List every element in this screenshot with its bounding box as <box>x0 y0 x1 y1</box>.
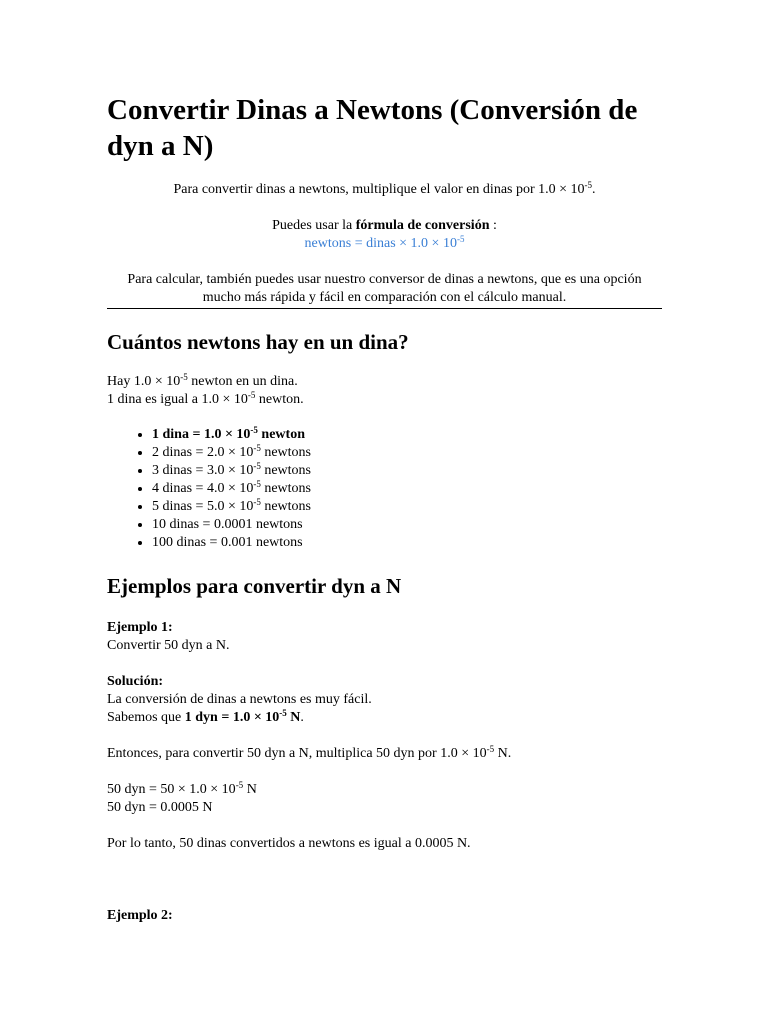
list-item <box>152 534 662 552</box>
document-page <box>107 92 662 925</box>
formula-expr-text: newtons = dinas × 1.0 × 10 <box>304 236 457 251</box>
example2-label: Ejemplo 2: <box>107 908 173 923</box>
intro-text: Para convertir dinas a newtons, multiplique el valor en dinas por 1.0 × 10 <box>173 182 585 197</box>
line1-a: Hay 1.0 × 10 <box>107 374 181 389</box>
formula-bold: fórmula de conversión <box>355 218 490 233</box>
list-item <box>152 444 662 462</box>
list-item-unit: newtons <box>260 481 312 496</box>
solution-line2 <box>107 709 662 727</box>
calc-line2: 50 dyn = 0.0005 N <box>107 800 213 815</box>
then-exponent: -5 <box>486 744 495 754</box>
list-item-exponent: -5 <box>250 425 258 435</box>
line2-exponent: -5 <box>247 390 256 400</box>
intro-exponent: -5 <box>584 180 593 190</box>
list-item-text: 10 dinas = 0.0001 newtons <box>152 517 303 532</box>
solution-line1: La conversión de dinas a newtons es muy fácil. <box>107 692 372 707</box>
list-item-exponent: -5 <box>253 497 261 507</box>
list-item-text: 3 dinas = 3.0 × 10 <box>152 463 254 478</box>
list-item <box>152 480 662 498</box>
formula-prefix: Puedes usar la <box>272 218 356 233</box>
formula-expression <box>107 235 662 253</box>
list-item-text: 100 dinas = 0.001 newtons <box>152 535 303 550</box>
calc-note: Para calcular, también puedes usar nuestro conversor de dinas a newtons, que es una opción mucho más rápida y fácil en comparación con el cálculo manual. <box>127 272 642 305</box>
conclusion: Por lo tanto, 50 dinas convertidos a newtons es igual a 0.0005 N. <box>107 836 471 851</box>
solution-line2-unit: N <box>286 710 301 725</box>
formula-suffix: : <box>489 218 497 233</box>
section1-line1 <box>107 373 662 391</box>
line1-b: newton en un dina. <box>187 374 298 389</box>
intro-end: . <box>592 182 596 197</box>
list-item <box>152 516 662 534</box>
list-item-exponent: -5 <box>253 461 261 471</box>
calc-line1 <box>107 781 662 799</box>
formula-expr-exponent: -5 <box>456 234 465 244</box>
calc1-b: N <box>243 782 257 797</box>
formula-intro <box>107 217 662 235</box>
line2-a: 1 dina es igual a 1.0 × 10 <box>107 392 248 407</box>
list-item-exponent: -5 <box>253 479 261 489</box>
divider <box>107 308 662 309</box>
solution-line2-exponent: -5 <box>279 708 287 718</box>
list-item-text: 1 dina = 1.0 × 10 <box>152 427 251 442</box>
list-item <box>152 462 662 480</box>
section-heading-newtons-per-dina: Cuántos newtons hay en un dina? <box>107 330 409 354</box>
list-item-unit: newton <box>257 427 305 442</box>
page-title: Convertir Dinas a Newtons (Conversión de dyn a N) <box>107 94 638 162</box>
list-item-unit: newtons <box>260 445 312 460</box>
list-item-text: 5 dinas = 5.0 × 10 <box>152 499 254 514</box>
section-heading-examples: Ejemplos para convertir dyn a N <box>107 574 402 598</box>
then-b: N. <box>494 746 512 761</box>
example1-text: Convertir 50 dyn a N. <box>107 638 230 653</box>
solution-line2-a: Sabemos que <box>107 710 185 725</box>
calc1-exponent: -5 <box>235 780 244 790</box>
list-item <box>152 426 662 444</box>
intro-paragraph <box>107 181 662 199</box>
list-item-unit: newtons <box>260 463 312 478</box>
then-a: Entonces, para convertir 50 dyn a N, multiplica 50 dyn por 1.0 × 10 <box>107 746 487 761</box>
line2-b: newton. <box>255 392 304 407</box>
example1-label: Ejemplo 1: <box>107 620 173 635</box>
solution-line2-bold: 1 dyn = 1.0 × 10 <box>184 710 280 725</box>
section1-line2 <box>107 391 662 409</box>
then-paragraph <box>107 745 662 763</box>
solution-line2-end: . <box>300 710 304 725</box>
calc1-a: 50 dyn = 50 × 1.0 × 10 <box>107 782 236 797</box>
list-item-exponent: -5 <box>253 443 261 453</box>
conversion-list <box>107 426 662 552</box>
list-item <box>152 498 662 516</box>
line1-exponent: -5 <box>180 372 188 382</box>
list-item-text: 2 dinas = 2.0 × 10 <box>152 445 254 460</box>
solution-label: Solución: <box>107 674 164 689</box>
list-item-unit: newtons <box>260 499 312 514</box>
list-item-text: 4 dinas = 4.0 × 10 <box>152 481 254 496</box>
